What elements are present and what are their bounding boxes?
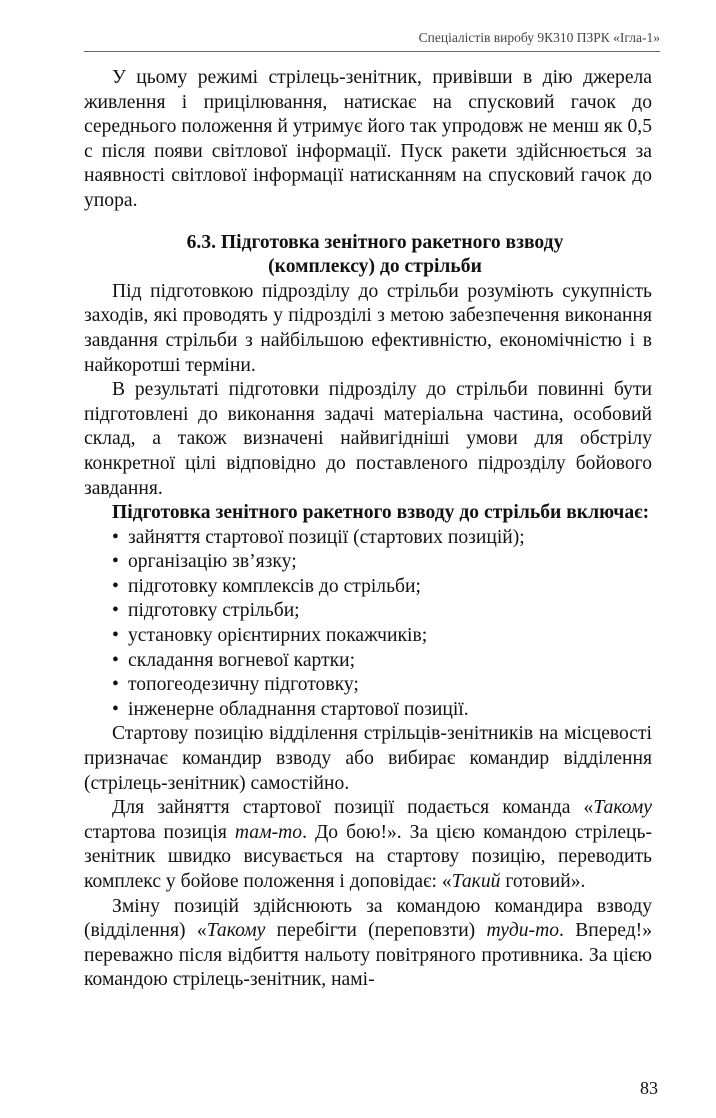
page-body xyxy=(84,66,652,993)
list-item: • установку орієнтирних покажчиків; xyxy=(112,624,652,649)
list-item: • зайняття стартової позиції (стартових позицій); xyxy=(112,526,652,551)
running-title: Спеціалістів виробу 9К310 ПЗРК «Ігла-1» xyxy=(418,30,660,45)
paragraph-definition: Під підготовкою підрозділу до стрільби розуміють сукупність заходів, які проводять у підрозділі з метою забезпечення виконання завдання стрільби з найбільшою ефективністю, економічністю і в найкоротші терміни. xyxy=(84,280,652,376)
list-item: • організацію зв’язку; xyxy=(112,550,652,575)
section-heading-line-1: 6.3. Підготовка зенітного ракетного взводу xyxy=(186,231,564,253)
list-item: • підготовку стрільби; xyxy=(112,599,652,624)
bullet-icon: • xyxy=(112,526,119,548)
paragraph-results: В результаті підготовки підрозділу до стрільби повинні бути підготовлені до виконання задачі матеріальна частина, особовий склад, а також визначені найвигідніші умови для обстрілу конкретної цілі відповідно до поставленого підрозділу бойового завдання. xyxy=(84,379,652,499)
section-heading xyxy=(84,231,652,280)
bullet-icon: • xyxy=(112,674,119,696)
bullet-icon: • xyxy=(112,625,119,647)
preparation-list xyxy=(84,526,652,723)
paragraph-includes-heading: Підготовка зенітного ракетного взводу до стрільби включає: xyxy=(112,502,650,524)
paragraph-occupy-position: Для зайняття стартової позиції подається команда «Такому стартова позиція там-то. До бою!». За цією командою стрілець-зенітник швидко висувається на стартову позицію, переводить комплекс у бойове положення і доповідає: «Такий готовий». xyxy=(84,797,652,892)
bullet-icon: • xyxy=(112,575,119,597)
bullet-icon: • xyxy=(112,551,119,573)
list-item: • складання вогневої картки; xyxy=(112,649,652,674)
list-item: • топогеодезичну підготовку; xyxy=(112,673,652,698)
section-heading-line-2: (комплексу) до стрільби xyxy=(268,256,482,278)
paragraph-launch-mode: У цьому режимі стрілець-зенітник, привівши в дію джерела живлення і прицілювання, натискає на спусковий гачок до середнього положення й утримує його так упродовж не менш як 0,5 с після появи світлової інформації. Пуск ракети здійснюється за наявності світлової інформації натисканням на спусковий гачок до упора. xyxy=(84,67,652,211)
bullet-icon: • xyxy=(112,600,119,622)
page-number: 83 xyxy=(640,1078,658,1098)
paragraph-change-position: Зміну позицій здійснюють за командою командира взводу (відділення) «Такому перебігти (переповзти) туди-то. Вперед!» переважно після відбиття нальоту повітряного противника. За цією командою стрілець-зенітник, намі- xyxy=(84,895,653,991)
list-item: • підготовку комплексів до стрільби; xyxy=(112,575,652,600)
bullet-icon: • xyxy=(112,698,119,720)
list-item: • інженерне обладнання стартової позиції. xyxy=(112,698,652,723)
running-header xyxy=(84,30,660,52)
bullet-icon: • xyxy=(112,649,119,671)
paragraph-start-position: Стартову позицію відділення стрільців-зенітників на місцевості призначає командир взводу або вибирає командир відділення (стрілець-зенітник) самостійно. xyxy=(84,723,652,794)
